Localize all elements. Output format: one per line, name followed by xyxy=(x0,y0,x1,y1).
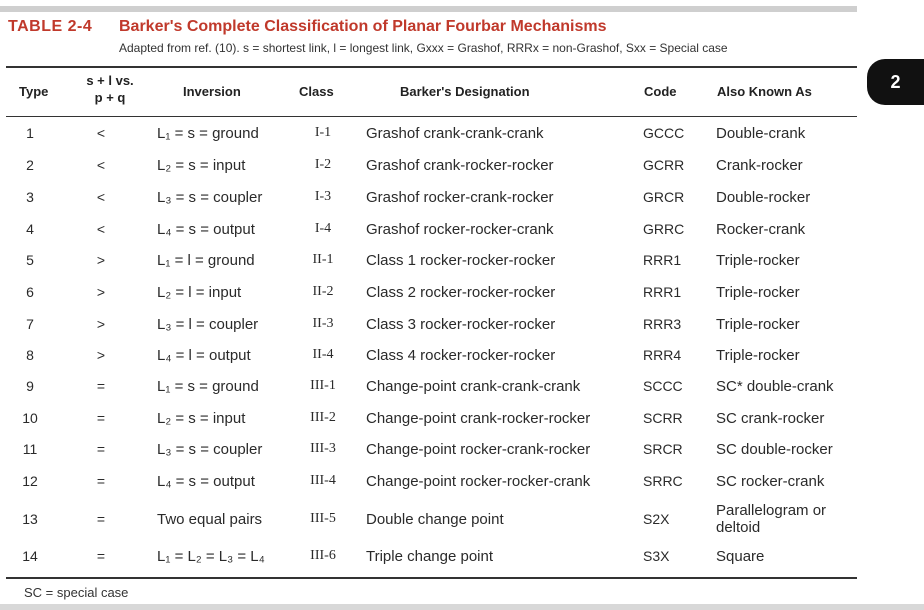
row-aka: SC* double-crank xyxy=(716,377,834,395)
row-designation: Grashof crank-crank-crank xyxy=(366,124,544,142)
row-comparison: = xyxy=(96,378,106,394)
row-type: 10 xyxy=(22,410,38,426)
table-row xyxy=(0,276,857,308)
table-bottom-rule xyxy=(6,577,857,579)
row-type: 13 xyxy=(22,511,38,527)
row-type: 12 xyxy=(22,473,38,489)
row-class: III-4 xyxy=(310,473,336,488)
table-row xyxy=(0,370,857,402)
row-type: 8 xyxy=(26,347,34,363)
row-comparison: = xyxy=(96,441,106,457)
row-comparison: > xyxy=(96,284,106,300)
table-row xyxy=(0,433,857,465)
row-code: GCCC xyxy=(643,125,685,141)
row-class: I-3 xyxy=(314,189,332,204)
row-comparison: < xyxy=(96,189,106,205)
row-class: II-1 xyxy=(312,252,334,267)
chapter-tab: 2 xyxy=(867,59,924,105)
col-header-barker: Barker's Designation xyxy=(400,84,530,99)
row-aka: Rocker-crank xyxy=(716,220,806,238)
table-row xyxy=(0,149,857,181)
row-class: I-1 xyxy=(314,125,332,140)
row-class: III-6 xyxy=(310,548,336,563)
row-class: III-2 xyxy=(310,410,336,425)
row-inversion: L₄ = s = output xyxy=(157,220,255,238)
row-inversion: Two equal pairs xyxy=(157,510,263,528)
row-code: GCRR xyxy=(643,157,685,173)
row-type: 9 xyxy=(26,378,34,394)
row-class: III-5 xyxy=(310,511,336,526)
table-row xyxy=(0,339,857,371)
row-code: RRR1 xyxy=(643,252,682,268)
row-type: 7 xyxy=(26,316,34,332)
col-header-inversion: Inversion xyxy=(183,84,241,99)
row-comparison: = xyxy=(96,473,106,489)
row-inversion: L₂ = s = input xyxy=(157,409,246,427)
row-comparison: = xyxy=(96,511,106,527)
row-inversion: L₃ = l = coupler xyxy=(157,315,259,333)
row-code: RRR3 xyxy=(643,316,682,332)
row-aka: Square xyxy=(716,547,765,565)
row-aka: Double-rocker xyxy=(716,188,811,206)
row-aka: SC double-rocker xyxy=(716,440,833,458)
top-rule-bar xyxy=(0,6,857,12)
row-comparison: = xyxy=(96,548,106,564)
row-class: III-3 xyxy=(310,441,336,456)
table-row xyxy=(0,244,857,276)
row-class: I-2 xyxy=(314,157,332,172)
row-type: 1 xyxy=(26,125,34,141)
row-class: I-4 xyxy=(314,221,332,236)
row-class: II-3 xyxy=(312,316,334,331)
row-inversion: L₂ = l = input xyxy=(157,283,242,301)
row-type: 14 xyxy=(22,548,38,564)
row-aka: Double-crank xyxy=(716,124,806,142)
row-designation: Grashof rocker-crank-rocker xyxy=(366,188,554,206)
row-code: SCRR xyxy=(643,410,683,426)
table-subtitle: Adapted from ref. (10). s = shortest link, l = longest link, Gxxx = Grashof, RRRx = non-Grashof, Sxx = Special case xyxy=(119,41,728,55)
row-designation: Change-point rocker-crank-rocker xyxy=(366,440,591,458)
footnote: SC = special case xyxy=(24,585,129,600)
row-aka: SC rocker-crank xyxy=(716,472,825,490)
row-designation: Change-point crank-crank-crank xyxy=(366,377,581,395)
row-type: 4 xyxy=(26,221,34,237)
col-header-code: Code xyxy=(644,84,677,99)
row-inversion: L₁ = s = ground xyxy=(157,124,259,142)
row-comparison: < xyxy=(96,221,106,237)
row-designation: Change-point rocker-rocker-crank xyxy=(366,472,591,490)
row-designation: Double change point xyxy=(366,510,504,528)
row-inversion: L₃ = s = coupler xyxy=(157,440,263,458)
col-header-type: Type xyxy=(19,84,49,99)
row-inversion: L₄ = s = output xyxy=(157,472,255,490)
row-designation: Class 2 rocker-rocker-rocker xyxy=(366,283,556,301)
row-designation: Class 3 rocker-rocker-rocker xyxy=(366,315,556,333)
table-row xyxy=(0,181,857,213)
row-designation: Grashof rocker-rocker-crank xyxy=(366,220,554,238)
row-inversion: L₃ = s = coupler xyxy=(157,188,263,206)
row-type: 2 xyxy=(26,157,34,173)
row-designation: Class 4 rocker-rocker-rocker xyxy=(366,346,556,364)
row-code: GRRC xyxy=(643,221,685,237)
table-row xyxy=(0,402,857,434)
row-code: S2X xyxy=(643,511,670,527)
table-row xyxy=(0,498,857,540)
row-aka: Triple-rocker xyxy=(716,251,800,269)
row-code: SRRC xyxy=(643,473,683,489)
header-top-rule xyxy=(6,66,857,68)
row-code: RRR1 xyxy=(643,284,682,300)
row-code: GRCR xyxy=(643,189,685,205)
table-title: Barker's Complete Classification of Planar Fourbar Mechanisms xyxy=(119,18,607,35)
table-row xyxy=(0,213,857,245)
row-code: S3X xyxy=(643,548,670,564)
table-number: TABLE 2-4 xyxy=(8,18,93,35)
row-inversion: L₁ = l = ground xyxy=(157,251,255,269)
row-inversion: L₄ = l = output xyxy=(157,346,251,364)
row-class: II-2 xyxy=(312,284,334,299)
row-inversion: L₂ = s = input xyxy=(157,156,246,174)
col-header-aka: Also Known As xyxy=(717,84,812,99)
row-code: SRCR xyxy=(643,441,683,457)
bottom-rule-bar xyxy=(0,604,924,610)
row-type: 11 xyxy=(22,441,38,457)
col-header-s-plus-l xyxy=(76,72,144,106)
row-comparison: > xyxy=(96,252,106,268)
row-inversion: L₁ = s = ground xyxy=(157,377,259,395)
row-aka: Triple-rocker xyxy=(716,315,800,333)
row-inversion: L₁ = L₂ = L₃ = L₄ xyxy=(157,547,265,565)
row-designation: Grashof crank-rocker-rocker xyxy=(366,156,554,174)
table-row xyxy=(0,117,857,149)
row-comparison: > xyxy=(96,316,106,332)
row-comparison: < xyxy=(96,157,106,173)
row-aka: Triple-rocker xyxy=(716,283,800,301)
row-code: RRR4 xyxy=(643,347,682,363)
row-type: 3 xyxy=(26,189,34,205)
row-comparison: < xyxy=(96,125,106,141)
row-aka: SC crank-rocker xyxy=(716,409,825,427)
table-row xyxy=(0,308,857,340)
row-designation: Class 1 rocker-rocker-rocker xyxy=(366,251,556,269)
row-class: III-1 xyxy=(310,378,336,393)
col-header-s-plus-l-line2: p + q xyxy=(94,90,126,105)
col-header-class: Class xyxy=(299,84,334,99)
row-aka: Triple-rocker xyxy=(716,346,800,364)
col-header-s-plus-l-line1: s + l vs. xyxy=(86,73,134,88)
row-designation: Change-point crank-rocker-rocker xyxy=(366,409,591,427)
row-type: 6 xyxy=(26,284,34,300)
table-row xyxy=(0,540,857,572)
row-comparison: > xyxy=(96,347,106,363)
row-comparison: = xyxy=(96,410,106,426)
row-designation: Triple change point xyxy=(366,547,494,565)
row-code: SCCC xyxy=(643,378,683,394)
row-aka: Crank-rocker xyxy=(716,156,803,174)
row-type: 5 xyxy=(26,252,34,268)
row-aka: Parallelogram or deltoid xyxy=(716,502,827,536)
table-row xyxy=(0,465,857,497)
row-class: II-4 xyxy=(312,347,334,362)
